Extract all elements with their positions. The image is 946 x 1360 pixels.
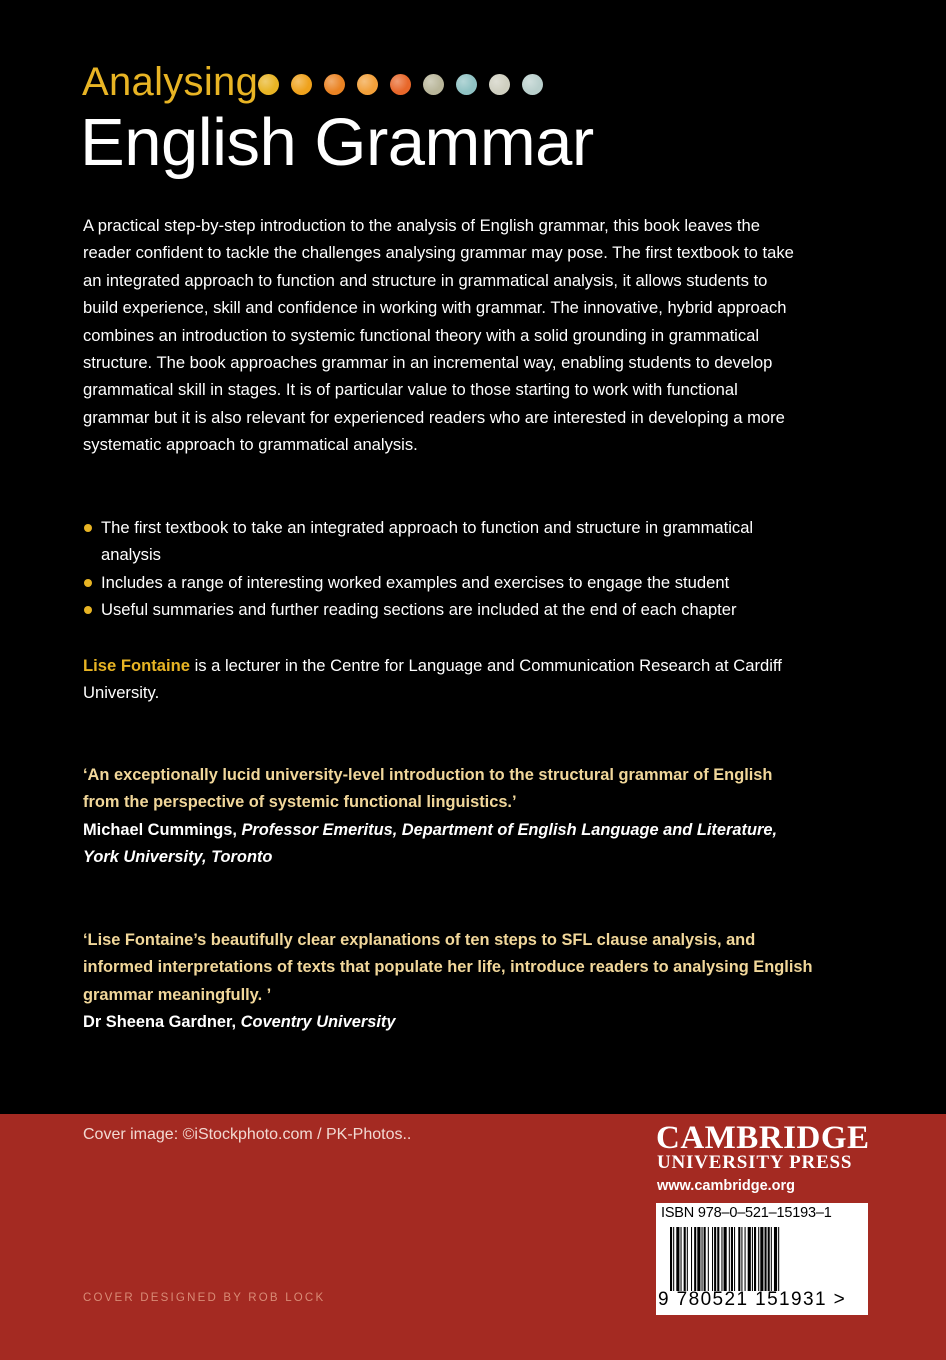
barcode-bar: [724, 1227, 727, 1291]
decorative-dot: [489, 74, 510, 95]
barcode-bar: [758, 1227, 759, 1291]
decorative-dot: [258, 74, 279, 95]
publisher-logo-university-press: UNIVERSITY PRESS: [657, 1152, 853, 1173]
barcode-panel: [656, 1203, 868, 1315]
barcode-icon: [670, 1227, 860, 1291]
barcode-bar: [704, 1227, 706, 1291]
title-analysing: Analysing: [82, 60, 259, 104]
barcode-bar: [729, 1227, 730, 1291]
barcode-bar: [684, 1227, 686, 1291]
ean-digits: 9 780521 151931 >: [658, 1289, 847, 1310]
publisher-logo-cambridge: CAMBRIDGE: [656, 1120, 870, 1156]
feature-item: The first textbook to take an integrated approach to function and structure in grammatical analysis: [83, 514, 803, 569]
decorative-dot: [390, 74, 411, 95]
barcode-bar: [778, 1227, 779, 1291]
barcode-bar: [748, 1227, 751, 1291]
barcode-bar: [765, 1227, 767, 1291]
feature-item: Useful summaries and further reading sections are included at the end of each chapter: [83, 596, 803, 623]
title-english-grammar: English Grammar: [80, 105, 594, 180]
barcode-bar: [745, 1227, 746, 1291]
barcode-bar: [670, 1227, 672, 1291]
quote-attribution: [83, 1009, 813, 1036]
decorative-dot: [456, 74, 477, 95]
quote-text: ‘Lise Fontaine’s beautifully clear explanations of ten steps to SFL clause analysis, and informed interpretations of texts that populate her life, introduce readers to analysing English grammar meaningfully. ’: [83, 931, 813, 1004]
barcode-bar: [721, 1227, 722, 1291]
barcode-bar: [681, 1227, 682, 1291]
barcode-bar: [754, 1227, 756, 1291]
publisher-url: www.cambridge.org: [657, 1178, 796, 1194]
decorative-dot: [423, 74, 444, 95]
reviewer-affiliation: Coventry University: [240, 1013, 396, 1032]
barcode-bar: [731, 1227, 733, 1291]
reviewer-affiliation: Professor Emeritus, Department of English Language and Literature, York University, Toronto: [83, 820, 778, 867]
quote-attribution: [83, 817, 813, 872]
barcode-bar: [741, 1227, 742, 1291]
author-bio: [83, 652, 803, 707]
decorative-dot: [522, 74, 543, 95]
footer-band: [0, 1114, 946, 1360]
barcode-bar: [687, 1227, 688, 1291]
barcode-bar: [768, 1227, 770, 1291]
barcode-bar: [702, 1227, 703, 1291]
cover-designer-credit: COVER DESIGNED BY ROB LOCK: [83, 1292, 326, 1304]
barcode-bar: [694, 1227, 696, 1291]
decorative-dots: [258, 74, 543, 95]
decorative-dot: [291, 74, 312, 95]
cover-image-credit: Cover image: ©iStockphoto.com / PK-Photos..: [83, 1126, 412, 1143]
barcode-bar: [717, 1227, 719, 1291]
reviewer-name: Dr Sheena Gardner,: [83, 1013, 237, 1032]
review-quote: [83, 762, 813, 872]
quote-text: ‘An exceptionally lucid university-level introduction to the structural grammar of English from the perspective of systemic functional linguistics.’: [83, 766, 773, 812]
reviewer-name: Michael Cummings,: [83, 820, 237, 839]
barcode-bar: [734, 1227, 735, 1291]
barcode-bar: [676, 1227, 679, 1291]
feature-list: [83, 514, 803, 624]
barcode-bar: [752, 1227, 753, 1291]
isbn-number: ISBN 978–0–521–15193–1: [661, 1205, 832, 1221]
decorative-dot: [357, 74, 378, 95]
barcode-bar: [691, 1227, 692, 1291]
barcode-bar: [673, 1227, 674, 1291]
barcode-bar: [774, 1227, 777, 1291]
barcode-bar: [771, 1227, 772, 1291]
author-name: Lise Fontaine: [83, 656, 190, 675]
barcode-bar: [760, 1227, 763, 1291]
author-bio-text: is a lecturer in the Centre for Language and Communication Research at Cardiff University.: [83, 656, 782, 703]
decorative-dot: [324, 74, 345, 95]
barcode-bar: [712, 1227, 713, 1291]
book-description: A practical step-by-step introduction to the analysis of English grammar, this book leaves the reader confident to tackle the challenges analysing grammar may pose. The first textbook to take an integrated approach to function and structure in grammatical analysis, it allows students to build experience, skill and confidence in working with grammar. The innovative, hybrid approach combines an introduction to systemic functional theory with a solid grounding in grammatical structure. The book approaches grammar in an incremental way, enabling students to develop grammatical skill in stages. It is of particular value to those starting to work with functional grammar but it is also relevant for experienced readers who are interested in developing a more systematic approach to grammatical analysis.: [83, 216, 794, 455]
barcode-bar: [714, 1227, 716, 1291]
barcode-bar: [738, 1227, 740, 1291]
barcode-bar: [697, 1227, 700, 1291]
feature-item: Includes a range of interesting worked examples and exercises to engage the student: [83, 569, 803, 596]
barcode-bar: [708, 1227, 709, 1291]
review-quote: [83, 927, 813, 1037]
